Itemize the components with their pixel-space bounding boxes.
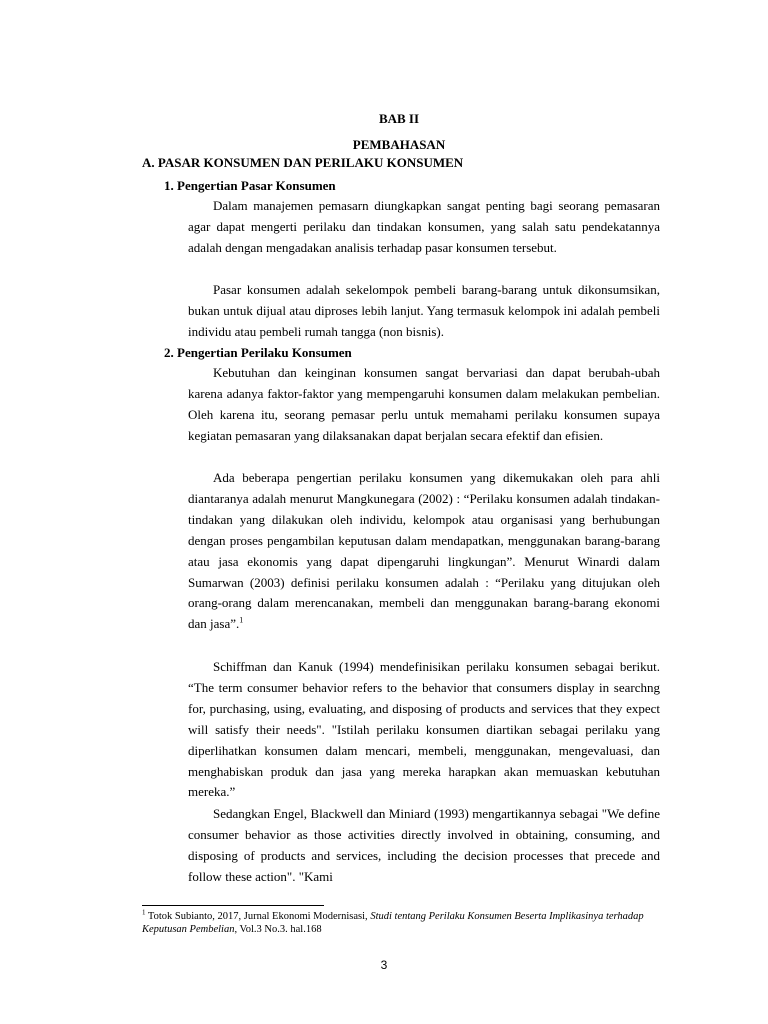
paragraph-5: Schiffman dan Kanuk (1994) mendefinisikan perilaku konsumen sebagai berikut. “The term consumer behavior refers to the behavior that consumers display in searchng for, purchasing, using, evaluating, and disposing of products and services that they expect will satisfy their needs". "Istilah perilaku konsumen diartikan sebagai perilaku yang diperlihatkan konsumen dalam mencari, membeli, menggunakan, mengevaluasi, dan menghabiskan produk dan jasa yang mereka harapkan akan memuaskan kebutuhan mereka.” bbox=[188, 659, 660, 800]
paragraph-3: Kebutuhan dan keinginan konsumen sangat bervariasi dan dapat berubah-ubah karena adanya faktor-faktor yang mempengaruhi konsumen dalam melakukan pembelian. Oleh karena itu, seorang pemasar perlu untuk memahami perilaku konsumen supaya kegiatan pemasaran yang dilaksanakan dapat berjalan secara efektif dan efisien. bbox=[188, 365, 660, 443]
section-a-heading: A. PASAR KONSUMEN DAN PERILAKU KONSUMEN bbox=[142, 155, 464, 170]
paragraph-2: Pasar konsumen adalah sekelompok pembeli barang-barang untuk dikonsumsikan, bukan untuk dijual atau diproses lebih lanjut. Yang termasuk kelompok ini adalah pembeli individu atau pembeli rumah tangga (non bisnis). bbox=[188, 282, 660, 339]
paragraph-6: Sedangkan Engel, Blackwell dan Miniard (1993) mengartikannya sebagai "We define consumer behavior as those activities directly involved in obtaining, consuming, and disposing of products and services, including the decision processes that precede and follow these action". "Kami bbox=[188, 806, 660, 884]
footnote-text-after: , Vol.3 No.3. hal.168 bbox=[234, 924, 322, 935]
chapter-title: PEMBAHASAN bbox=[352, 137, 446, 152]
footnote-divider bbox=[142, 905, 324, 906]
footnote-text-before: Totok Subianto, 2017, Jurnal Ekonomi Modernisasi, bbox=[145, 911, 371, 922]
footnote-number: 1 bbox=[142, 908, 146, 917]
footnote-reference: 1 bbox=[239, 616, 244, 626]
paragraph-4 bbox=[188, 468, 660, 635]
chapter-heading: BAB II bbox=[378, 111, 420, 126]
footnote bbox=[142, 910, 662, 936]
footnote-italic-title: Studi tentang Perilaku Konsumen Beserta Implikasinya terhadap Keputusan Pembelian bbox=[142, 911, 644, 935]
page-number: 3 bbox=[380, 958, 388, 972]
subsection-1-heading: 1. Pengertian Pasar Konsumen bbox=[164, 178, 336, 193]
subsection-2-heading: 2. Pengertian Perilaku Konsumen bbox=[164, 345, 352, 360]
paragraph-4-text: Ada beberapa pengertian perilaku konsumen yang dikemukakan oleh para ahli diantaranya adalah menurut Mangkunegara (2002) : “Perilaku konsumen adalah tindakan-tindakan yang dilakukan oleh individu, kelompok atau organisasi yang berhubungan dengan proses pengambilan keputusan dalam mendapatkan, menggunakan barang-barang atau jasa ekonomis yang dapat dipengaruhi lingkungan”. Menurut Winardi dalam Sumarwan (2003) definisi perilaku konsumen adalah : “Perilaku yang ditujukan oleh orang-orang dalam merencanakan, membeli dan menggunakan barang-barang ekonomi dan jasa”. bbox=[188, 470, 660, 632]
paragraph-1: Dalam manajemen pemasarn diungkapkan sangat penting bagi seorang pemasaran agar dapat mengerti perilaku dan tindakan konsumen, yang salah satu pendekatannya adalah dengan mengadakan analisis terhadap pasar konsumen tersebut. bbox=[188, 198, 660, 255]
